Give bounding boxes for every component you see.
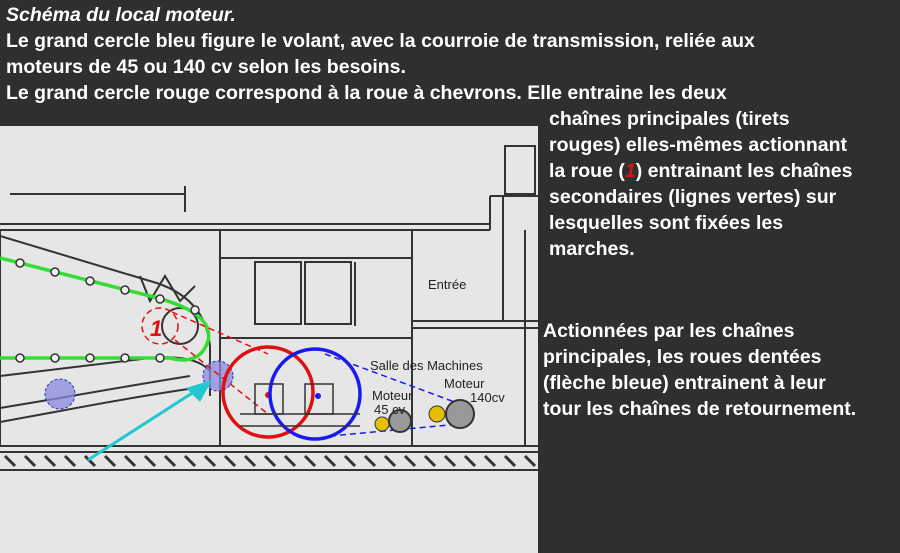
intro-line-3: moteurs de 45 ou 140 cv selon les besoins.	[6, 56, 406, 78]
wheel-number-marker: 1	[624, 160, 636, 182]
intro-line-4: Le grand cercle rouge correspond à la roue à chevrons. Elle entraine les deux	[6, 82, 727, 104]
side1-line-4: secondaires (lignes vertes) sur	[549, 186, 837, 208]
motor-45-pulley	[375, 417, 389, 431]
label-entree: Entrée	[428, 277, 467, 292]
wheel-marker-1: 1	[150, 316, 163, 341]
side2-line-2: principales, les roues dentées	[543, 346, 822, 368]
label-45cv: 45 cv	[374, 402, 406, 417]
side1-line-3	[549, 158, 899, 184]
toothed-wheel-left	[45, 379, 75, 409]
side1-line-3-before: la roue (	[549, 160, 625, 182]
side1-line-6: marches.	[549, 238, 635, 260]
intro-line-2: Le grand cercle bleu figure le volant, avec la courroie de transmission, reliée aux	[6, 30, 755, 52]
label-moteur-45: Moteur	[372, 388, 413, 403]
label-moteur-140: Moteur	[444, 376, 485, 391]
side2-line-1: Actionnées par les chaînes	[543, 320, 795, 342]
side1-line-3-after: ) entrainant les chaînes	[635, 160, 853, 182]
intro-caption	[6, 2, 896, 106]
label-salle-des-machines: Salle des Machines	[370, 358, 483, 373]
side-caption-2	[543, 318, 898, 422]
side1-line-1: chaînes principales (tirets	[549, 108, 790, 130]
flywheel-center	[315, 393, 321, 399]
side2-line-4: tour les chaînes de retournement.	[543, 398, 857, 420]
motor-140-pulley	[429, 406, 445, 422]
intro-title: Schéma du local moteur.	[6, 4, 236, 26]
label-140cv: 140cv	[470, 390, 505, 405]
drawing-background	[0, 126, 538, 553]
side1-line-2: rouges) elles-mêmes actionnant	[549, 134, 848, 156]
side2-line-3: (flèche bleue) entrainent à leur	[543, 372, 826, 394]
engine-room-schematic	[0, 126, 538, 553]
side1-line-5: lesquelles sont fixées les	[549, 212, 784, 234]
side-caption-1	[549, 106, 899, 262]
